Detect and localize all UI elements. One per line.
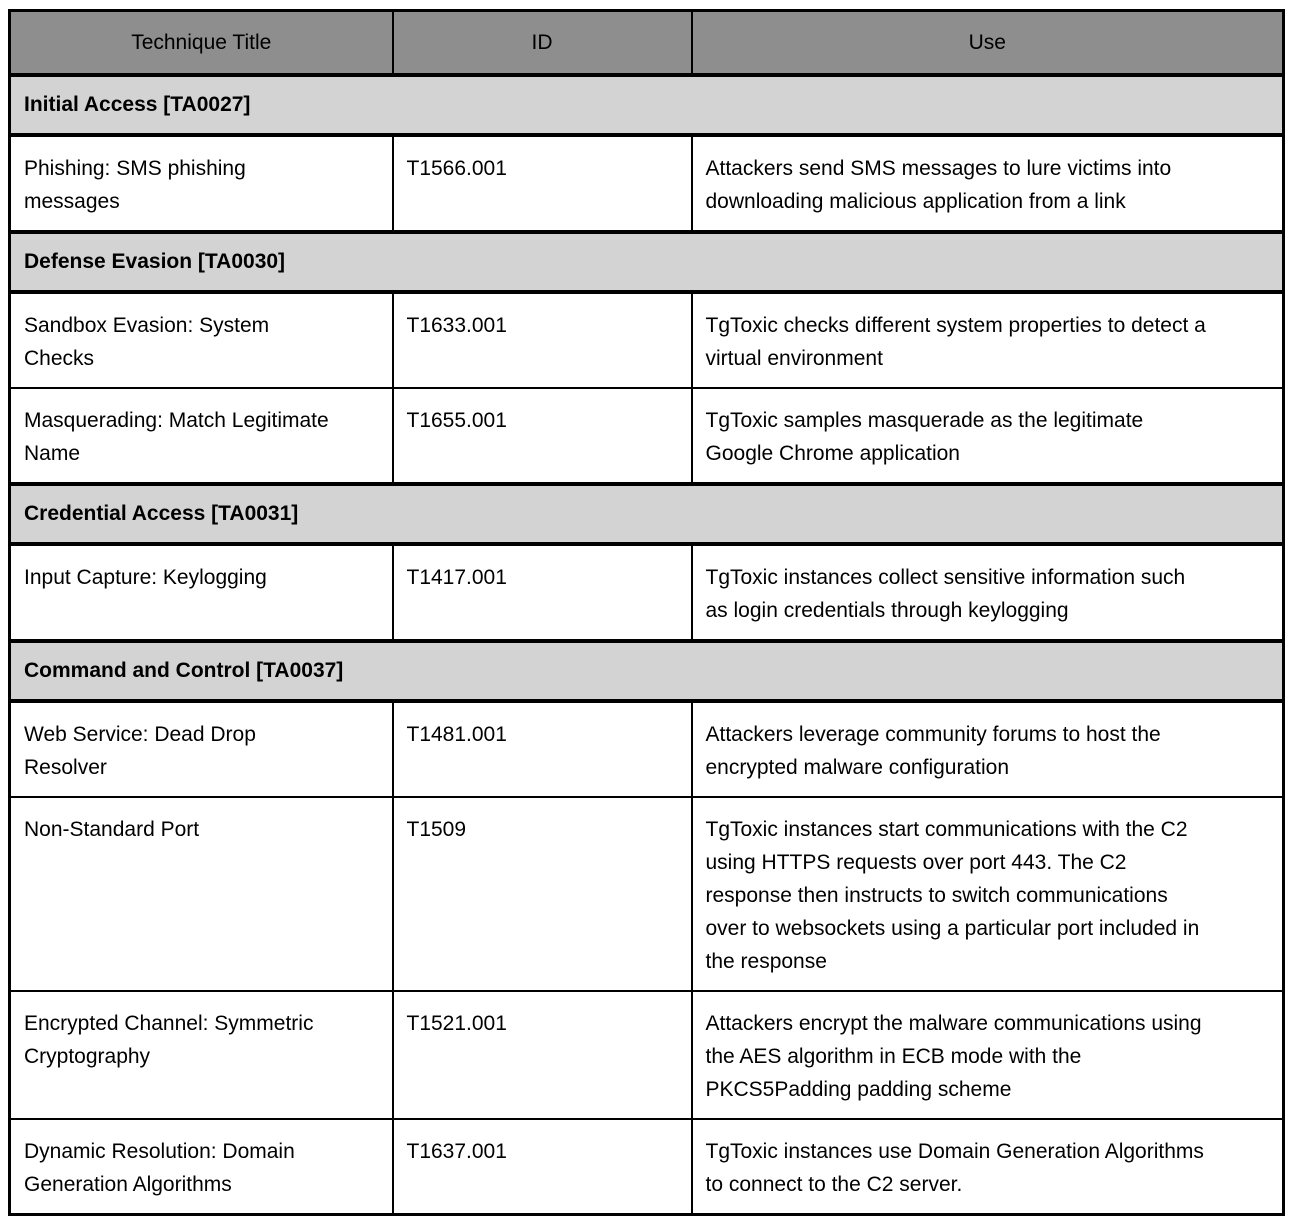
technique-cell: Input Capture: Keylogging bbox=[10, 544, 393, 641]
use-cell: TgToxic samples masquerade as the legitimate Google Chrome application bbox=[692, 388, 1284, 484]
id-cell: T1637.001 bbox=[393, 1119, 692, 1215]
table-row bbox=[10, 135, 1284, 232]
section-header-row bbox=[10, 484, 1284, 544]
header-row bbox=[10, 11, 1284, 76]
technique-cell: Masquerading: Match Legitimate Name bbox=[10, 388, 393, 484]
section-title: Credential Access [TA0031] bbox=[10, 484, 1284, 544]
id-cell: T1633.001 bbox=[393, 292, 692, 388]
id-cell: T1566.001 bbox=[393, 135, 692, 232]
use-cell: Attackers leverage community forums to host the encrypted malware configuration bbox=[692, 701, 1284, 797]
use-cell: TgToxic checks different system properties to detect a virtual environment bbox=[692, 292, 1284, 388]
techniques-table bbox=[8, 9, 1285, 1216]
technique-cell: Sandbox Evasion: System Checks bbox=[10, 292, 393, 388]
technique-cell: Non-Standard Port bbox=[10, 797, 393, 991]
section-header-row bbox=[10, 232, 1284, 292]
table-row bbox=[10, 292, 1284, 388]
technique-cell: Dynamic Resolution: Domain Generation Algorithms bbox=[10, 1119, 393, 1215]
section-title: Initial Access [TA0027] bbox=[10, 75, 1284, 135]
use-cell: TgToxic instances collect sensitive information such as login credentials through keylogging bbox=[692, 544, 1284, 641]
table-row bbox=[10, 1119, 1284, 1215]
technique-cell: Encrypted Channel: Symmetric Cryptography bbox=[10, 991, 393, 1119]
id-cell: T1417.001 bbox=[393, 544, 692, 641]
table-row bbox=[10, 701, 1284, 797]
use-cell: TgToxic instances use Domain Generation Algorithms to connect to the C2 server. bbox=[692, 1119, 1284, 1215]
use-cell: Attackers send SMS messages to lure victims into downloading malicious application from a link bbox=[692, 135, 1284, 232]
id-cell: T1655.001 bbox=[393, 388, 692, 484]
use-cell: Attackers encrypt the malware communications using the AES algorithm in ECB mode with the PKCS5Padding padding scheme bbox=[692, 991, 1284, 1119]
column-header-id: ID bbox=[393, 11, 692, 76]
use-cell: TgToxic instances start communications with the C2 using HTTPS requests over port 443. The C2 response then instructs to switch communications over to websockets using a particular port included in the response bbox=[692, 797, 1284, 991]
technique-cell: Web Service: Dead Drop Resolver bbox=[10, 701, 393, 797]
id-cell: T1521.001 bbox=[393, 991, 692, 1119]
table-row bbox=[10, 388, 1284, 484]
section-title: Command and Control [TA0037] bbox=[10, 641, 1284, 701]
section-header-row bbox=[10, 641, 1284, 701]
table-row bbox=[10, 991, 1284, 1119]
table-row bbox=[10, 797, 1284, 991]
id-cell: T1481.001 bbox=[393, 701, 692, 797]
technique-cell: Phishing: SMS phishing messages bbox=[10, 135, 393, 232]
section-header-row bbox=[10, 75, 1284, 135]
column-header-use: Use bbox=[692, 11, 1284, 76]
table-row bbox=[10, 544, 1284, 641]
column-header-technique-title: Technique Title bbox=[10, 11, 393, 76]
section-title: Defense Evasion [TA0030] bbox=[10, 232, 1284, 292]
id-cell: T1509 bbox=[393, 797, 692, 991]
